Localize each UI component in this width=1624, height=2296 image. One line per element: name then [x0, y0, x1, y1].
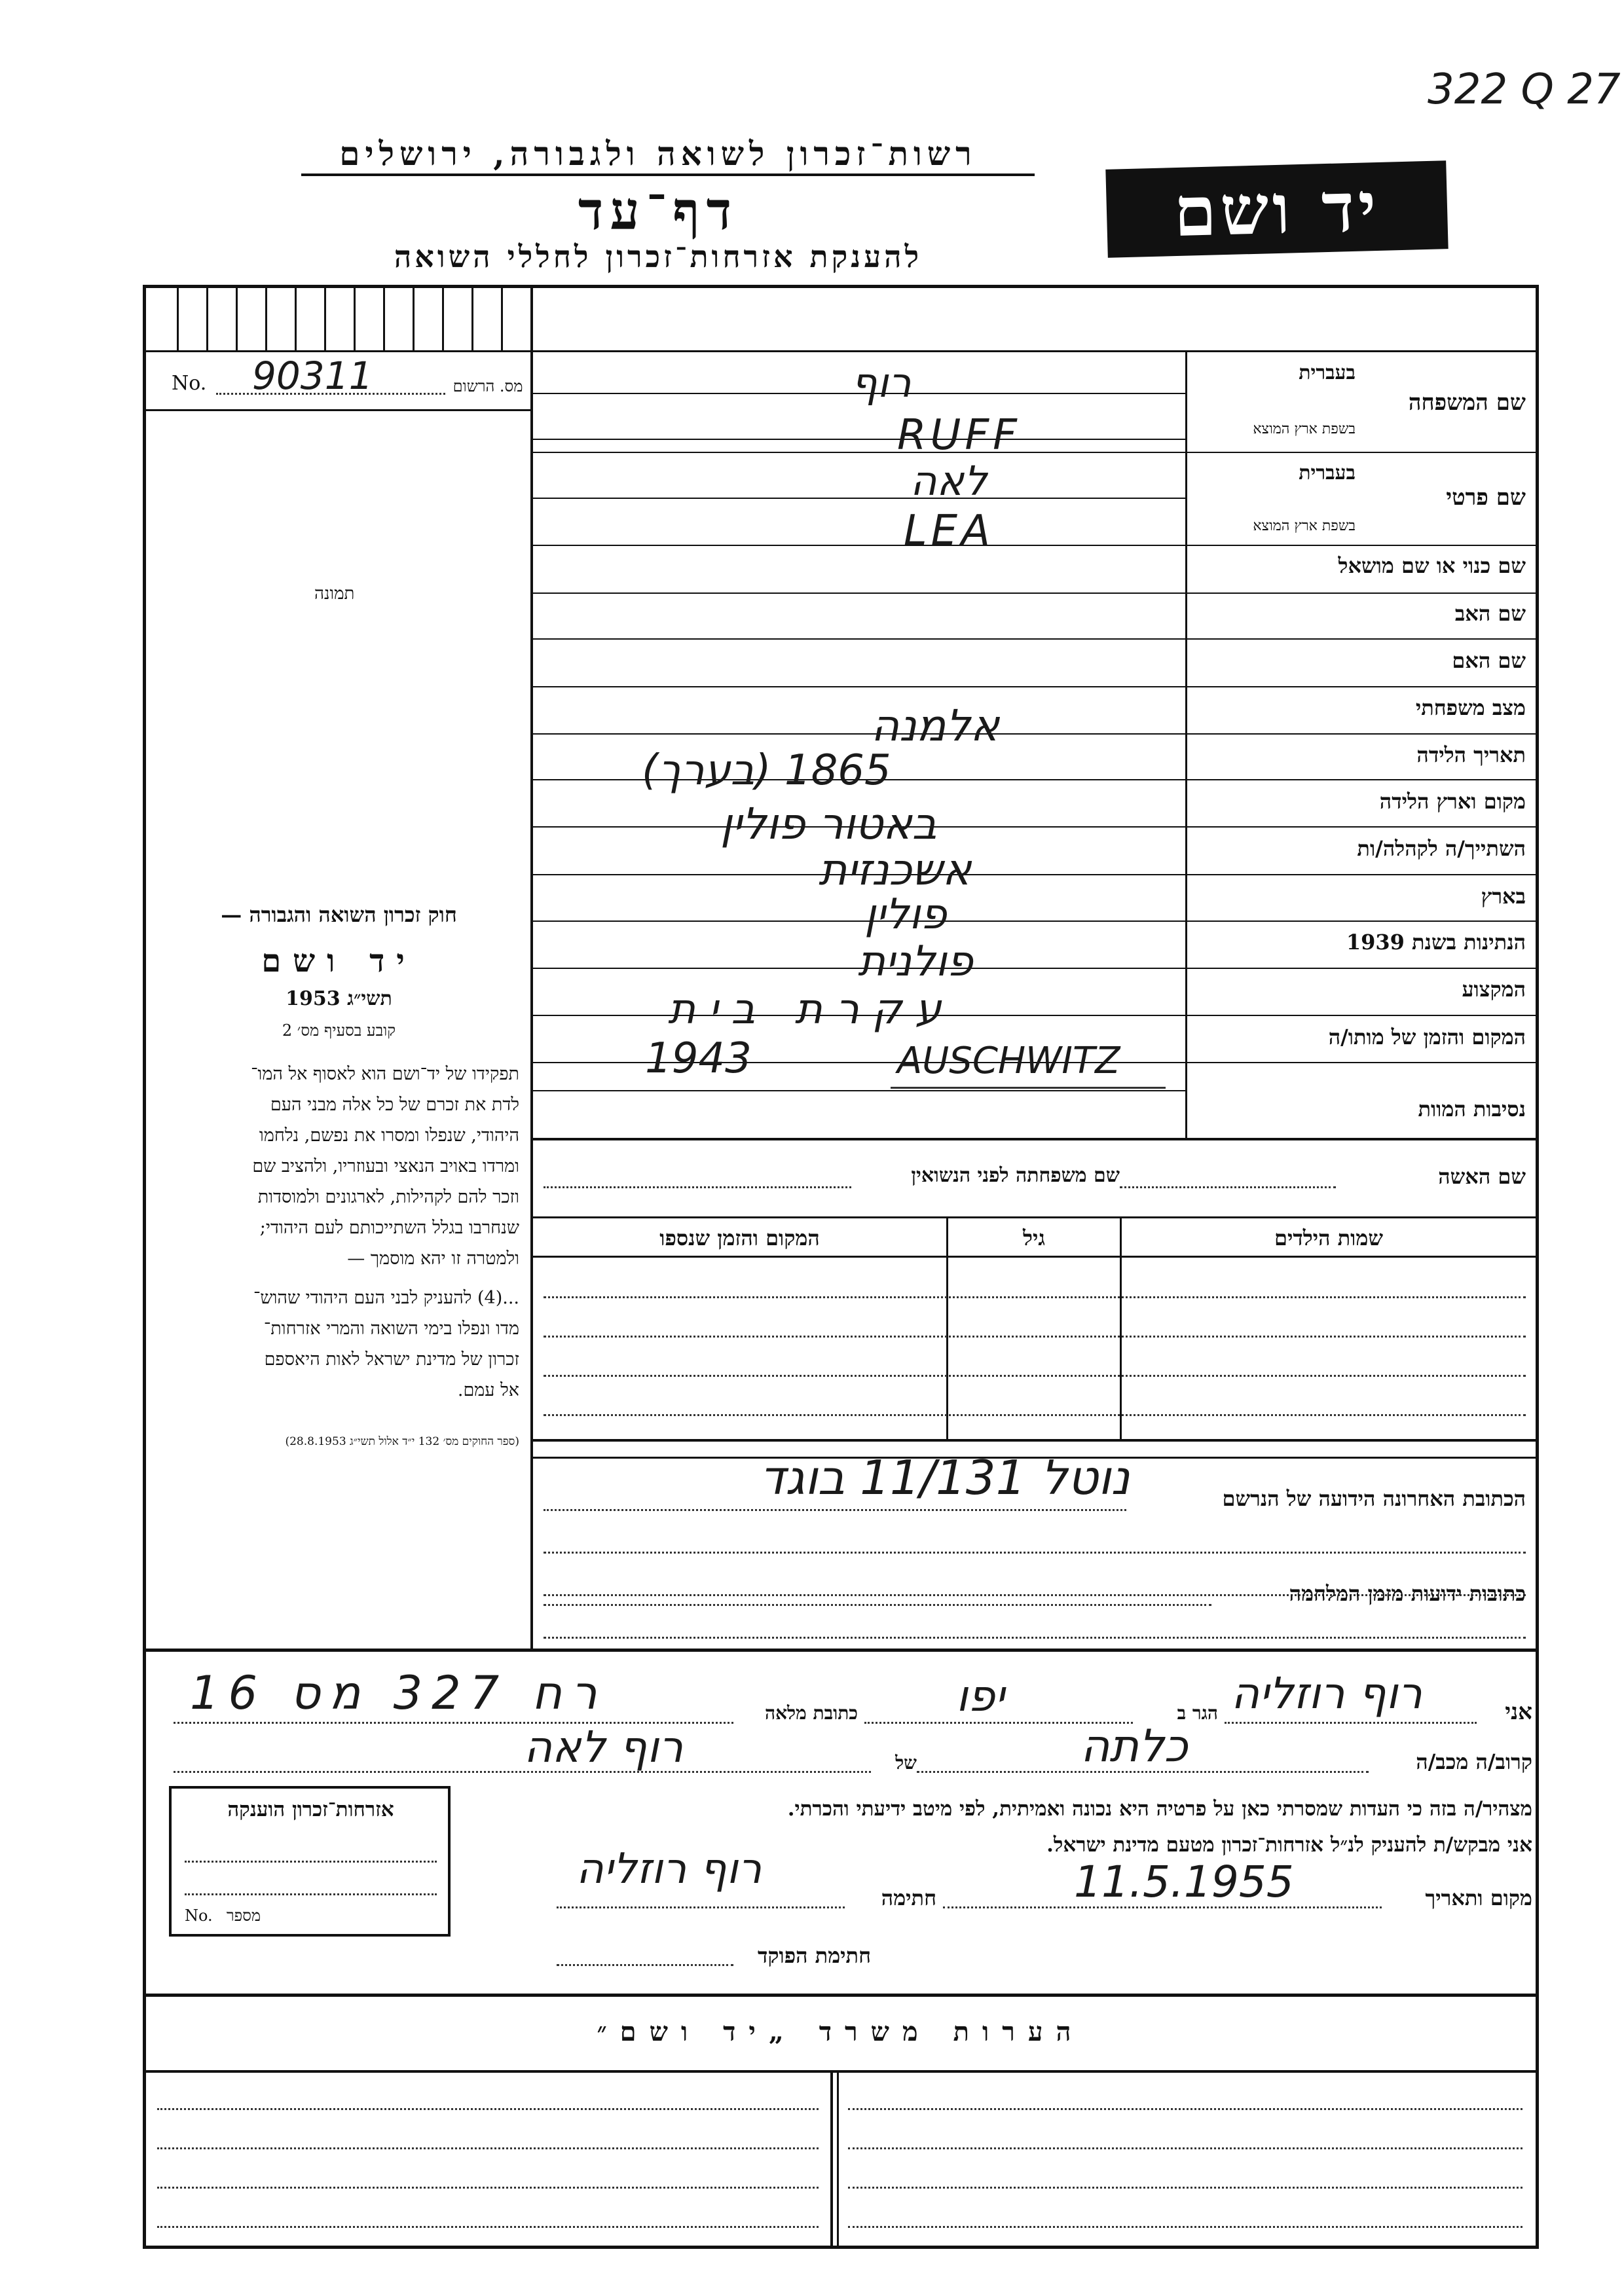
- registration-number: 90311: [252, 354, 373, 398]
- wife-maiden-name-label: שם משפחתה לפני הנשואין: [911, 1164, 1120, 1187]
- relation-label: קרוב/ה מכב/ה: [1416, 1749, 1532, 1774]
- grid-line: [145, 350, 533, 352]
- family-name-origin-label: בשפת ארץ המוצא: [1253, 421, 1356, 437]
- nationality-label: הנתינות בשנת 1939: [1346, 930, 1526, 955]
- first-name-origin-value: LEA: [904, 507, 994, 555]
- relation-value: כלתה: [1080, 1721, 1188, 1772]
- declaration-statement: מצהיר/ה בזה כי העדות שמסרתי כאן על פרטיה היא נכונה ואמיתית, לפי מיטב ידיעתי והכרתי.: [787, 1797, 1532, 1821]
- declarant-signature: רוף רוזליה: [576, 1845, 762, 1893]
- law-line: ולמטרה זו יהא מוסמך —: [347, 1248, 519, 1269]
- first-name-hebrew-value: לאה: [910, 457, 987, 505]
- law-line: וזכר להם לקהילות, לארגונים ולמוסדות: [257, 1187, 519, 1207]
- nickname-label: שם כנוי או שם מושאל: [1338, 553, 1526, 578]
- law-year: תשי״ג 1953: [286, 987, 392, 1010]
- citizenship-request: אני מבקש/ת להעניק לנ״ל אזרחות־זכרון מטעם מדינת ישראל.: [1046, 1833, 1532, 1857]
- children-row: [544, 1414, 1526, 1416]
- last-address-label: הכתובת האחרונה הידועה של הנרשם: [1222, 1486, 1526, 1511]
- family-name-hebrew-value: רוף: [851, 359, 912, 407]
- relation-of-label: של: [895, 1752, 917, 1774]
- country-label: בארץ: [1481, 884, 1526, 909]
- label-column-divider: [1185, 352, 1187, 1138]
- law-line: שנחרבו בגלל השתייכותם לעם היהודי;: [259, 1218, 519, 1238]
- law-line: זכרון של מדינת ישראל לאות היאספם: [264, 1349, 519, 1370]
- nationality-value: פולנית: [858, 938, 973, 986]
- birth-place-label: מקום וארץ הלידה: [1379, 789, 1526, 814]
- relation-of-name: רוף לאה: [524, 1722, 684, 1772]
- citizenship-box-number-label: מספר: [226, 1906, 261, 1925]
- declarant-full-address: רח 327 מס 16: [190, 1666, 606, 1720]
- logo-text: יד ושם: [1173, 166, 1381, 253]
- first-name-origin-label: בשפת ארץ המוצא: [1253, 518, 1356, 534]
- last-address-value: נוטל 11/131 בוגד: [760, 1450, 1130, 1505]
- death-place-value: AUSCHWITZ: [897, 1040, 1120, 1082]
- law-line: ...(4) להעניק לבני העם היהודי שהוש־: [253, 1288, 519, 1308]
- birth-date-label: תאריך הלידה: [1416, 742, 1526, 767]
- archive-reference: 322 Q 27: [1428, 65, 1621, 114]
- form-title: דף־עד: [578, 180, 739, 242]
- marital-status-label: מצב משפחתי: [1415, 695, 1526, 720]
- law-title: חוק זכרון השואה והגבורה —: [221, 902, 457, 927]
- children-row: [544, 1296, 1526, 1298]
- yad-vashem-logo: [1105, 160, 1448, 258]
- community-value: אשכנזית: [819, 845, 972, 895]
- form-subtitle: להענקת אזרחות־זכרון לחללי השואה: [394, 239, 923, 274]
- wartime-address-label: כתובות ידועות מזמן המלחמה: [1289, 1581, 1526, 1606]
- declaration-date: 11.5.1955: [1074, 1857, 1294, 1907]
- grid-line: [533, 350, 1536, 352]
- law-line: תפקידו של יד־ושם הוא לאסוף אל המו־: [251, 1064, 519, 1084]
- mother-name-label: שם האם: [1452, 648, 1526, 673]
- marital-status-value: אלמנה: [871, 701, 1000, 751]
- children-age-header: גיל: [1023, 1226, 1045, 1250]
- family-name-hebrew-label: בעברית: [1299, 361, 1356, 384]
- citizenship-box-no-label: No.: [185, 1906, 213, 1925]
- declarant-name: רוף רוזליה: [1231, 1668, 1422, 1719]
- authority-name: רשות־זכרון לשואה ולגבורה, ירושלים: [339, 134, 977, 173]
- death-place-time-label: המקום והזמן של מותו/ה: [1328, 1025, 1526, 1049]
- declarant-lives-label: הגר ב: [1177, 1702, 1218, 1724]
- authority-underline: [301, 173, 1035, 176]
- law-name: יד ושם: [261, 943, 416, 979]
- place-date-label: מקום ותאריך: [1425, 1886, 1532, 1910]
- first-name-hebrew-label: בעברית: [1299, 462, 1356, 484]
- profession-value: עקרת בית: [668, 985, 955, 1034]
- citizenship-granted-box: [169, 1786, 451, 1937]
- registration-label: מס. הרשום: [452, 377, 523, 395]
- photo-label: תמונה: [314, 584, 355, 604]
- declarant-i-label: אני: [1505, 1699, 1532, 1725]
- country-value: פולין: [864, 890, 947, 939]
- law-line: היהודי, שנפלו ומסרו את נפשם, נלחמו: [259, 1125, 519, 1146]
- full-address-label: כתובת מלאה: [764, 1702, 858, 1724]
- death-place-underline: [891, 1087, 1166, 1089]
- signature-label: חתימה: [881, 1886, 936, 1910]
- no-label: No.: [172, 372, 207, 395]
- family-name-label: שם המשפחה: [1408, 390, 1526, 416]
- law-line: ומרדו באויב הנאצי ובעוזריו, ולהציב שם: [252, 1156, 519, 1176]
- office-notes-title: הערות משרד „יד ושם״: [597, 2016, 1084, 2047]
- birth-date-value: 1865 (בערך): [642, 746, 891, 795]
- children-row: [544, 1336, 1526, 1338]
- officer-signature-label: חתימת הפוקד: [758, 1943, 871, 1968]
- law-line: לדת את זכרם של כל אלה מבני העם: [270, 1095, 519, 1115]
- community-label: השתייך/ה לקהלה/ות: [1357, 836, 1526, 861]
- declarant-city: יפו: [956, 1671, 1005, 1721]
- death-cause-label: נסיבות המוות: [1418, 1097, 1526, 1121]
- birth-place-value: באטור פולין: [720, 799, 937, 849]
- office-notes-divider: [830, 2073, 833, 2246]
- first-name-label: שם פרטי: [1446, 484, 1526, 511]
- law-source: (ספר החוקים מס׳ 132 י״ד אלול תשי״ג 28.8.1953): [285, 1435, 519, 1448]
- children-death-header: המקום והזמן שנספו: [659, 1226, 820, 1250]
- law-clause: קובע בסעיף מס׳ 2: [282, 1021, 396, 1040]
- death-year-value: 1943: [645, 1034, 752, 1083]
- citizenship-box-title: אזרחות־זכרון הוענקה: [227, 1798, 394, 1821]
- father-name-label: שם האב: [1454, 601, 1526, 626]
- family-name-origin-value: RUFF: [897, 411, 1021, 460]
- left-column-divider: [530, 288, 533, 1650]
- law-line: מדו ונפלו בימי השואה והמרי אזרחות־: [263, 1319, 519, 1339]
- children-names-header: שמות הילדים: [1274, 1226, 1383, 1250]
- profession-label: המקצוע: [1462, 977, 1526, 1002]
- children-row: [544, 1375, 1526, 1377]
- wife-name-label: שם האשה: [1438, 1164, 1526, 1189]
- law-line: אל עמם.: [457, 1380, 519, 1400]
